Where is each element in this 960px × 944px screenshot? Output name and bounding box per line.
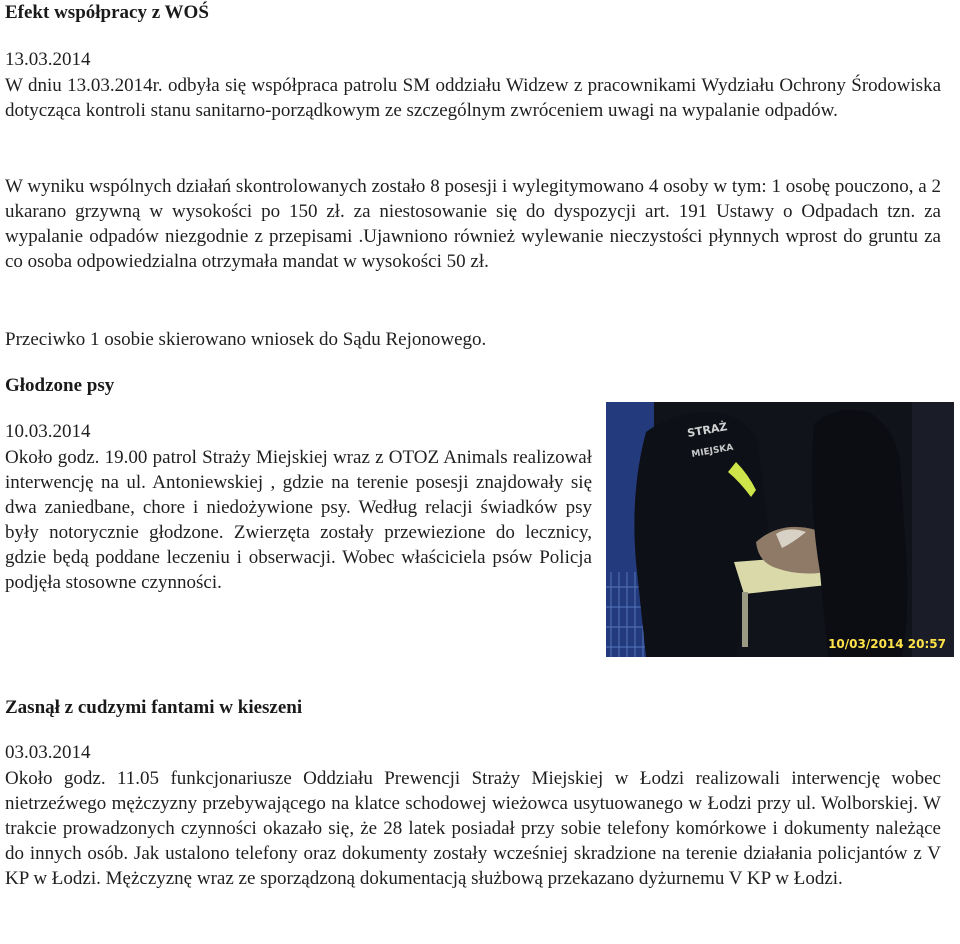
doorway <box>912 402 954 657</box>
table-leg <box>742 592 748 647</box>
section-date: 13.03.2014 <box>5 49 91 70</box>
section-title: Efekt współpracy z WOŚ <box>5 2 209 23</box>
dog-rescue-photo <box>606 402 954 657</box>
section-paragraph: W dniu 13.03.2014r. odbyła się współpraca patrolu SM oddziału Widzew z pracownikami Wydziału Ochrony Środowiska dotycząca kontroli stanu sanitarno-porządkowym ze szczególnym zwróceniem uwagi na wypalanie odpadów. <box>5 75 941 121</box>
officer-right <box>812 410 907 657</box>
section-title: Głodzone psy <box>5 375 115 396</box>
photo-scene <box>606 402 954 657</box>
section-date: 03.03.2014 <box>5 742 91 763</box>
section-date: 10.03.2014 <box>5 421 91 442</box>
section-paragraph: Około godz. 19.00 patrol Straży Miejskiej wraz z OTOZ Animals realizował interwencję na ul. Antoniewskiej , gdzie na terenie posesji znajdowały się dwa zaniedbane, chore i niedożywione psy. Według relacji świadków psy były notorycznie głodzone. Zwierzęta zostały przewiezione do lecznicy, gdzie będą poddane leczeniu i obserwacji. Wobec właściciela psów Policja podjęła stosowne czynności. <box>5 447 592 593</box>
vest-lettering: MIEJSKA <box>690 442 735 460</box>
section-paragraph: Przeciwko 1 osobie skierowano wniosek do Sądu Rejonowego. <box>5 329 487 350</box>
section-title: Zasnął z cudzymi fantami w kieszeni <box>5 697 303 718</box>
section-paragraph: W wyniku wspólnych działań skontrolowanych zostało 8 posesji i wylegitymowano 4 osoby w tym: 1 osobę pouczono, a 2 ukarano grzywną w wysokości po 150 zł. za niestosowanie się do dyspozycji art. 191 Ustawy o Odpadach tzn. za wypalanie odpadów niezgodnie z przepisami .Ujawniono również wylewanie nieczystości płynnych wprost do gruntu za co osoba odpowiedzialna otrzymała mandat w wysokości 50 zł. <box>5 176 941 272</box>
vest-lettering: STRAŻ <box>686 420 729 440</box>
photo-timestamp: 10/03/2014 20:57 <box>828 637 946 651</box>
section-paragraph: Około godz. 11.05 funkcjonariusze Oddziału Prewencji Straży Miejskiej w Łodzi realizowali interwencję wobec nietrzeźwego mężczyzny przebywającego na klatce schodowej wieżowca usytuowanego w Łodzi przy ul. Wolborskiej. W trakcie prowadzonych czynności okazało się, że 28 latek posiadał przy sobie telefony komórkowe i dokumenty należące do innych osób. Jak ustalono telefony oraz dokumenty zostały wcześniej skradzione na terenie działania policjantów z V KP w Łodzi. Mężczyznę wraz ze sporządzoną dokumentacją służbową przekazano dyżurnemu V KP w Łodzi. <box>5 768 941 889</box>
